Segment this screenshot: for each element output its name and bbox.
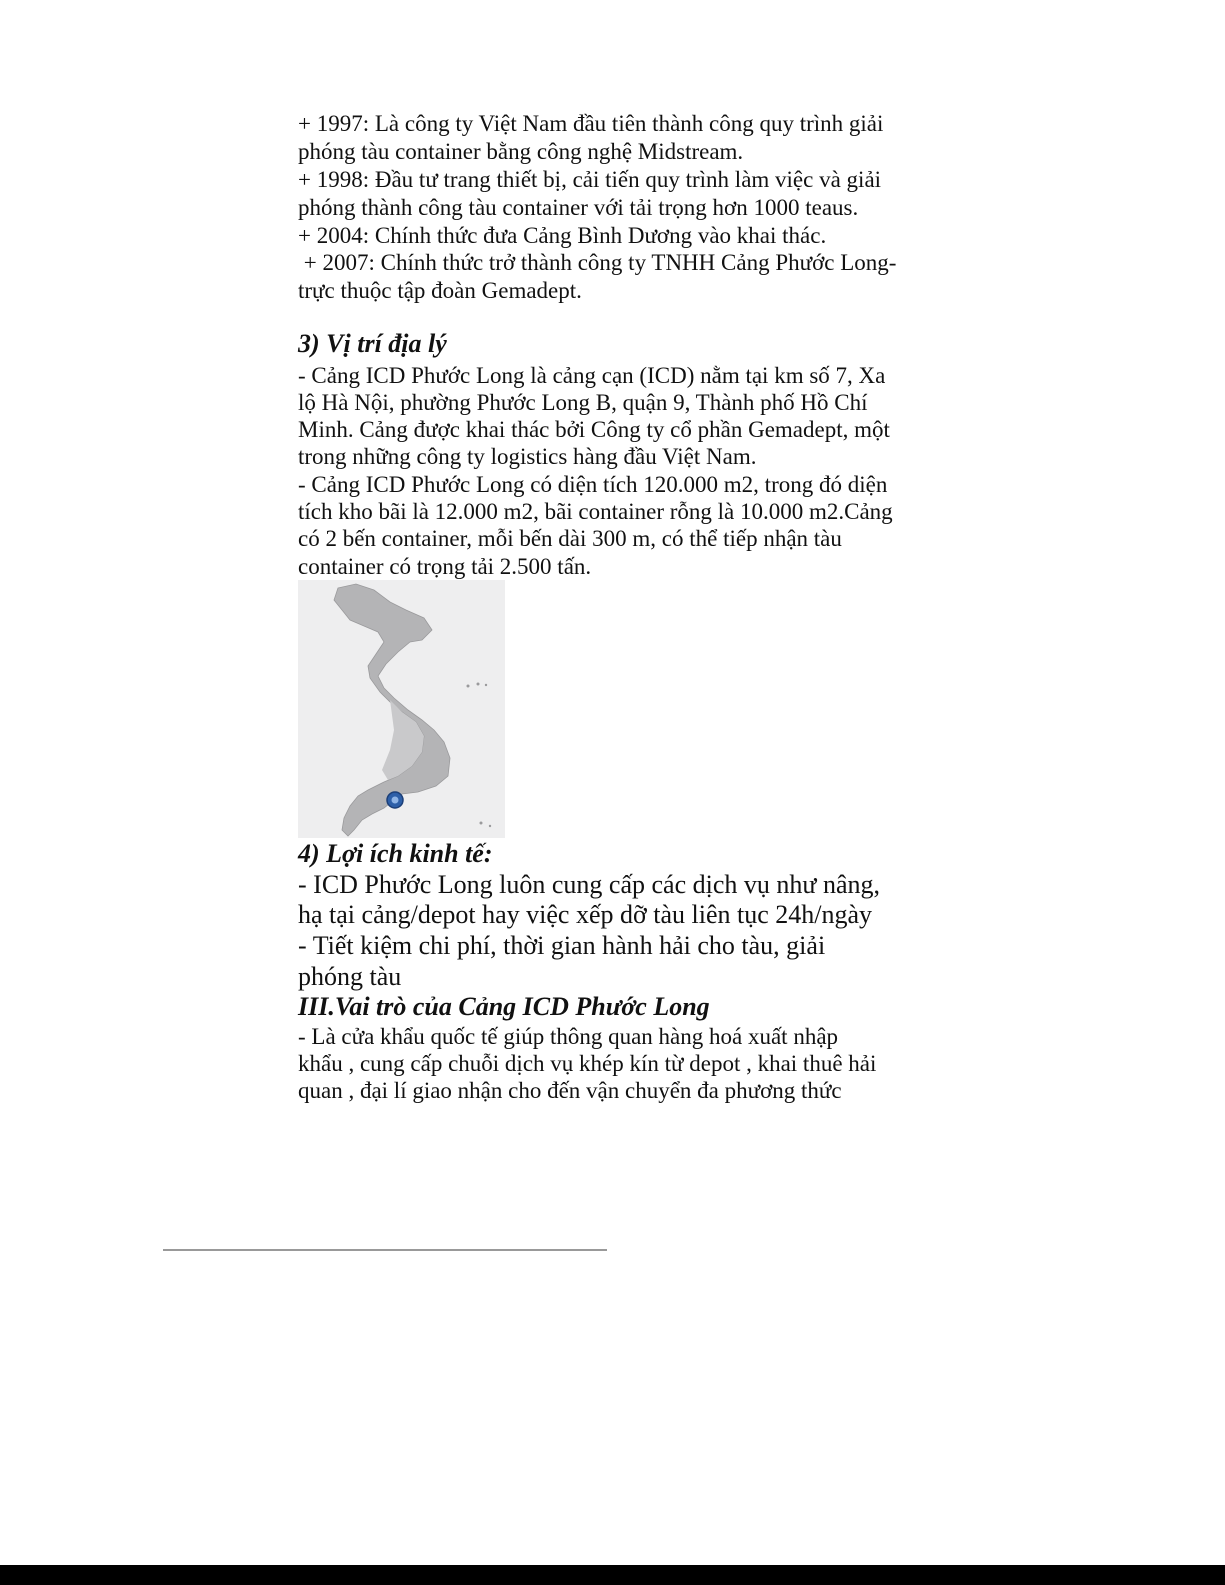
section-4-line: - ICD Phước Long luôn cung cấp các dịch vụ như nâng, [298,870,881,899]
section-3-line: container có trọng tải 2.500 tấn. [298,554,592,579]
section-3-line: trong những công ty logistics hàng đầu Việt Nam. [298,444,757,469]
section-4-line: - Tiết kiệm chi phí, thời gian hành hải cho tàu, giải [298,931,826,960]
islands-dot [477,683,480,686]
section-3-line: lộ Hà Nội, phường Phước Long B, quận 9, Thành phố Hồ Chí [298,390,868,415]
islands-dot [485,684,487,686]
location-marker-center [392,797,399,804]
section-3-line: - Cảng ICD Phước Long có diện tích 120.000 m2, trong đó diện [298,472,888,497]
section-iii-line: - Là cửa khẩu quốc tế giúp thông quan hàng hoá xuất nhập [298,1024,839,1049]
history-line-1997: + 1997: Là công ty Việt Nam đầu tiên thành công quy trình giải [298,111,884,136]
history-line: phóng tàu container bằng công nghệ Midstream. [298,139,744,164]
section-3-line: tích kho bãi là 12.000 m2, bãi container rỗng là 10.000 m2.Cảng [298,499,893,524]
page-bottom-edge [0,1565,1225,1585]
history-line-2004: + 2004: Chính thức đưa Cảng Bình Dương vào khai thác. [298,223,827,248]
islands-dot [480,822,483,825]
section-4-line: hạ tại cảng/depot hay việc xếp dỡ tàu liên tục 24h/ngày [298,900,873,929]
history-line: phóng thành công tàu container với tải trọng hơn 1000 teaus. [298,195,859,220]
history-line-2007: + 2007: Chính thức trở thành công ty TNHH Cảng Phước Long- [298,250,897,275]
section-iii-line: khẩu , cung cấp chuỗi dịch vụ khép kín từ depot , khai thuê hải [298,1051,877,1076]
islands-dot [467,685,470,688]
section-3-line: có 2 bến container, mỗi bến dài 300 m, có thể tiếp nhận tàu [298,526,842,551]
section-iii-heading: III.Vai trò của Cảng ICD Phước Long [298,992,710,1021]
vietnam-map-image [298,580,505,838]
section-4-heading: 4) Lợi ích kinh tế: [298,839,493,868]
section-3-line: - Cảng ICD Phước Long là cảng cạn (ICD) nằm tại km số 7, Xa [298,363,886,388]
section-4-line: phóng tàu [298,962,402,991]
history-line: trực thuộc tập đoàn Gemadept. [298,278,582,303]
islands-dot [489,825,491,827]
section-3-line: Minh. Cảng được khai thác bởi Công ty cổ phần Gemadept, một [298,417,890,442]
footnote-separator [163,1249,607,1251]
section-iii-line: quan , đại lí giao nhận cho đến vận chuyển đa phương thức [298,1078,842,1103]
section-3-heading: 3) Vị trí địa lý [298,329,447,358]
history-line-1998: + 1998: Đầu tư trang thiết bị, cải tiến quy trình làm việc và giải [298,167,882,192]
